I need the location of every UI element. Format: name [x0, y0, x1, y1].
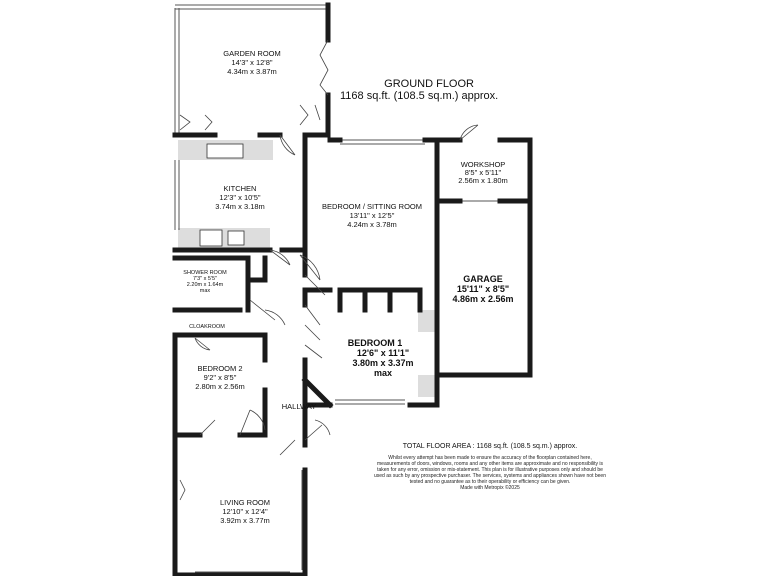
room-size-metric: 2.80m x 2.56m: [195, 382, 245, 391]
floor-name: GROUND FLOOR: [384, 78, 474, 90]
room-name: BEDROOM / SITTING ROOM: [321, 202, 423, 211]
floor-area: 1168 sq.ft. (108.5 sq.m.) approx.: [340, 90, 499, 102]
disclaimer-text: Whilst every attempt has been made to ensure the accuracy of the floorplan contained here, measurements of doors, windows, rooms and any other items are approximate and no responsibility is taken for any error, omission or mis-statement. This plan is for illustrative purposes only and should be used as such by any prospective purchaser. The services, systems and appliances shown have not been tested and no guarantee as to their operability or efficiency can be given.: [374, 455, 606, 485]
room-bedroom-2: [195, 364, 245, 391]
hob-icon: [200, 230, 222, 246]
room-name: GARAGE: [463, 274, 503, 284]
room-size-metric: 2.56m x 1.80m: [458, 176, 508, 185]
room-size-imperial: 12'3" x 10'5": [219, 193, 261, 202]
bedroom1-fixture-2: [418, 375, 436, 397]
room-size-metric: 4.24m x 3.78m: [347, 220, 397, 229]
room-name: KITCHEN: [223, 184, 257, 193]
room-bedroom-sitting-room: [322, 202, 422, 229]
room-name: BEDROOM 1: [347, 338, 403, 348]
room-hallway: [282, 402, 316, 411]
room-size-imperial: 12'10" x 12'4": [222, 507, 268, 516]
room-size-note: max: [373, 368, 393, 378]
kitchen-worktop-lower: [178, 228, 270, 248]
room-name: BEDROOM 2: [197, 364, 243, 373]
room-bedroom-1: [348, 338, 414, 378]
room-name: CLOAKROOM: [189, 324, 225, 330]
room-size-imperial: 8'5" x 5'11": [464, 168, 502, 177]
room-size-metric: 4.86m x 2.56m: [452, 294, 514, 304]
room-size-imperial: 13'11" x 12'5": [349, 211, 395, 220]
oven-icon: [228, 231, 244, 245]
room-name: SHOWER ROOM: [183, 270, 227, 276]
room-workshop: [458, 160, 508, 185]
room-size-imperial: 15'11" x 8'5": [456, 284, 510, 294]
room-size-imperial: 12'6" x 11'1": [356, 348, 410, 358]
room-size-imperial: 9'2" x 8'5": [203, 373, 237, 382]
room-living-room: [220, 498, 270, 525]
room-kitchen: [215, 184, 265, 211]
bedroom1-fixture: [418, 310, 436, 332]
room-size-metric: 2.20m x 1.64m: [186, 282, 224, 288]
room-garden-room: [223, 49, 281, 76]
credit: Made with Metropix ©2025: [460, 485, 520, 491]
room-name: GARDEN ROOM: [223, 49, 281, 58]
room-size-note: max: [199, 288, 211, 294]
floor-heading: [340, 78, 498, 102]
room-size-metric: 4.34m x 3.87m: [227, 67, 277, 76]
disclaimer: [372, 455, 608, 491]
room-size-imperial: 14'3" x 12'8": [231, 58, 273, 67]
room-name: LIVING ROOM: [219, 498, 271, 507]
room-size-metric: 3.74m x 3.18m: [215, 202, 265, 211]
sink-icon: [207, 144, 243, 158]
total-floor-area: TOTAL FLOOR AREA : 1168 sq.ft. (108.5 sq.m.) approx.: [402, 443, 578, 450]
room-garage: [452, 274, 513, 304]
room-shower-room: [183, 270, 227, 294]
room-cloakroom: [189, 324, 225, 330]
room-size-metric: 3.80m x 3.37m: [352, 358, 414, 368]
room-name: HALLWAY: [281, 402, 317, 411]
room-size-metric: 3.92m x 3.77m: [220, 516, 270, 525]
room-name: WORKSHOP: [460, 160, 506, 169]
room-size-imperial: 7'3" x 5'5": [192, 276, 218, 282]
